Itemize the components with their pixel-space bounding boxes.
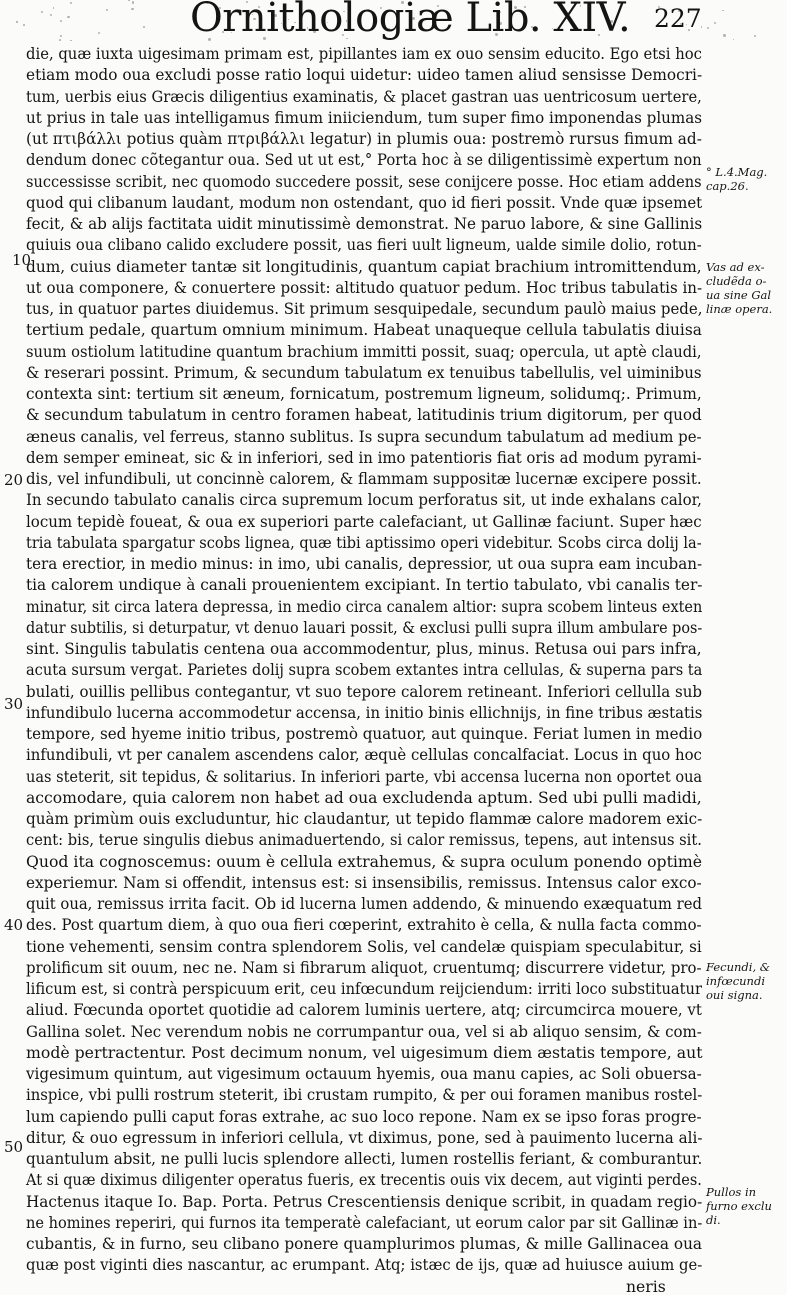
text-line: cent: bis, terue singulis diebus animaduertendo, si calor remissus, tepens, aut intensus sit. <box>26 831 702 850</box>
text-line: inspice, vbi pulli rostrum steterit, ibi crustam rumpito, & per oui foramen manibus rostel- <box>26 1086 703 1105</box>
text-line: quàm primùm ouis excluduntur, hic claudantur, ut tepido flammæ calore madorem exic- <box>26 810 703 828</box>
text-line: die, quæ iuxta uigesimam primam est, pipillantes iam ex ouo sensim educito. Ego etsi hoc <box>26 45 702 63</box>
text-line: modè pertractentur. Post decimum nonum, vel uigesimum diem æstatis tempore, aut <box>26 1043 703 1062</box>
text-line: cubantis, & in furno, seu clibano ponere quamplurimos plumas, & mille Gallinacea oua <box>26 1235 703 1253</box>
text-line: infundibulo lucerna accommodetur accensa, in initio binis ellichnijs, in fine tribus æstatis <box>26 703 703 722</box>
print-speck <box>754 35 756 37</box>
margin-note-line: ° L.4.Mag. <box>706 165 768 179</box>
running-title: Ornithologiæ Lib. XIV. <box>190 0 631 41</box>
text-line: sint. Singulis tabulatis centena oua accommodentur, plus, minus. Retusa oui pars infra, <box>26 640 702 658</box>
margin-note-line: oui signa. <box>706 988 763 1002</box>
print-speck <box>60 20 62 22</box>
print-speck <box>723 34 726 37</box>
print-speck <box>714 22 717 25</box>
text-line: quiuis oua clibano calido excludere possit, uas fieri uult ligneum, ualde simile dolio, rotun- <box>26 236 702 255</box>
print-speck <box>128 0 129 1</box>
text-line: dem semper emineat, sic & in inferiori, sed in imo patentioris fiat oris ad modum pyrami- <box>26 448 702 467</box>
text-line: suum ostiolum latitudine quantum brachium immitti possit, suaq; opercula, ut aptè claudi, <box>26 342 702 361</box>
print-speck <box>70 40 72 42</box>
text-line: tertium pedale, quartum omnium minimum. Habeat unaqueque cellula tabulatis diuisa <box>26 321 702 340</box>
print-speck <box>733 39 734 40</box>
line-number-10: 10 <box>12 251 32 269</box>
text-line: & secundum tabulatum in centro foramen habeat, latitudinis trium digitorum, per quod <box>26 406 702 425</box>
margin-note-fertile-egg-signs <box>706 960 786 1002</box>
text-line: Gallina solet. Nec verendum nobis ne corrumpantur oua, vel si ab aliquo sensim, & com- <box>26 1022 702 1041</box>
text-line: lum capiendo pulli caput foras extrahe, ac suo loco repone. Nam ex se ipso foras progre- <box>26 1107 702 1126</box>
text-line: vigesimum quintum, aut vigesimum octauum hyemis, oua manu capies, ac Soli obuersa- <box>26 1065 702 1083</box>
text-line: locum tepidè foueat, & oua ex superiori parte calefaciant, ut Gallinæ faciunt. Super hæc <box>26 512 702 531</box>
margin-note-line: Pullos in <box>706 1185 757 1199</box>
text-line: quit oua, remissus irrita facit. Ob id lucerna lumen addendo, & minuendo exæquatum red <box>26 895 702 913</box>
text-line: experiemur. Nam si offendit, intensus est: si insensibilis, remissus. Intensus calor exco- <box>26 873 702 892</box>
line-number-30: 30 <box>4 695 24 713</box>
text-line: (ut πτιβάλλι potius quàm πτριβάλλι legatur) in plumis oua: postremò rursus fimum ad- <box>26 130 702 148</box>
text-line: tria tabulata spargatur scobs lignea, quæ tibi aptissimo operi videbitur. Scobs circa dolij la- <box>26 533 702 552</box>
text-line: dis, vel infundibuli, ut concinnè calorem, & flammam suppositæ lucernæ excipere possit. <box>26 470 702 488</box>
text-line: neris <box>626 1277 666 1295</box>
text-line: prolificum sit ouum, nec ne. Nam si fibrarum aliquot, cruentumq; discurrere videtur, pro- <box>26 958 702 977</box>
margin-note-line: di. <box>706 1213 721 1227</box>
print-speck <box>722 10 723 11</box>
print-speck <box>106 9 108 11</box>
text-line: dum, cuius diameter tantæ sit longitudinis, quantum capiat brachium intromittendum, <box>26 257 702 276</box>
text-line: æneus canalis, vel ferreus, stanno sublitus. Is supra secundum tabulatum ad medium pe- <box>26 427 702 446</box>
text-line: tempore, sed hyeme initio tribus, postremò quatuor, aut quinque. Feriat lumen in medio <box>26 725 703 743</box>
print-speck <box>23 24 25 26</box>
margin-note-reference <box>706 165 786 193</box>
text-line: successisse scribit, nec quomodo succedere possit, sese conijcere posse. Hoc etiam addens <box>26 172 702 191</box>
text-line: datur subtilis, si deturpatur, vt denuo lauari possit, & exclusi pulli supra illum ambulare pos- <box>26 618 703 637</box>
text-line: At si quæ diximus diligenter operatus fueris, ex trecentis ouis vix decem, aut viginti perdes. <box>26 1171 702 1190</box>
print-speck <box>59 39 61 41</box>
text-line: tione vehementi, sensim contra splendorem Solis, vel candelæ quispiam speculabitur, si <box>26 937 702 956</box>
text-line: quantulum absit, ne pulli lucis splendore allecti, lumen rostellis feriant, & comburantur. <box>26 1150 703 1168</box>
margin-note-incubator-vessel <box>706 260 786 316</box>
text-line: Hactenus itaque Io. Bap. Porta. Petrus Crescentiensis denique scribit, in quadam regio- <box>26 1192 703 1211</box>
text-line: dendum donec cõtegantur oua. Sed ut ut est,° Porta hoc à se diligentissimè expertum non <box>26 151 702 170</box>
margin-note-line: infœcundi <box>706 974 766 988</box>
margin-note-line: Fecundi, & <box>706 960 770 974</box>
text-line: bulati, ouillis pellibus contegantur, vt suo tepore calorem retineant. Inferiori cellulla sub <box>26 682 703 701</box>
print-speck <box>131 8 133 10</box>
text-line: etiam modo oua excludi posse ratio loqui uidetur: uideo tamen aliud sensisse Democri- <box>26 66 703 85</box>
text-line: tum, uerbis eius Græcis diligentius examinatis, & placet gastran uas uentricosum uertere, <box>26 87 702 106</box>
text-line: fecit, & ab alijs factitata uidit minutissimè demonstrat. Ne paruo labore, & sine Gallinis <box>26 215 703 233</box>
text-line: lificum est, si contrà perspicuum erit, ceu infœcundum reijciendum: irriti loco substituatur <box>26 980 702 998</box>
text-line: ut oua componere, & conuertere possit: altitudo quatuor pedum. Hoc tribus tabulatis in- <box>26 278 703 297</box>
print-speck <box>143 26 145 28</box>
text-line: contexta sint: tertium sit æneum, fornicatum, postremum ligneum, solidumq;. Primum, <box>26 385 702 403</box>
text-line: quæ post viginti dies nascantur, ac erumpant. Atq; istæc de ijs, quæ ad huiusce auium ge- <box>26 1256 703 1275</box>
margin-note-line: furno exclu <box>706 1199 772 1213</box>
text-line: ne homines reperiri, qui furnos ita temperatè calefaciant, ut eorum calor par sit Gallinæ in- <box>26 1213 703 1232</box>
text-line: uas steterit, sit tepidus, & solitarius. In inferiori parte, vbi accensa lucerna non oportet oua <box>26 767 703 786</box>
print-speck <box>70 2 72 4</box>
text-line: tia calorem undique à canali prouenientem excipiant. In tertio tabulato, vbi canalis ter- <box>26 576 703 595</box>
print-speck <box>98 32 100 34</box>
margin-note-line: cap.26. <box>706 179 749 193</box>
text-line: aliud. Fœcunda oportet quotidie ad calorem luminis uertere, atq; circumcirca mouere, vt <box>26 1001 702 1020</box>
line-number-20: 20 <box>4 471 24 489</box>
text-line: infundibuli, vt per canalem ascendens calor, æquè cellulas concalfaciat. Locus in quo hoc <box>26 746 702 765</box>
print-speck <box>707 27 709 29</box>
print-speck <box>41 11 43 13</box>
print-speck <box>53 7 54 8</box>
print-speck <box>132 1 135 4</box>
text-line: minatur, sit circa latera depressa, in medio circa canalem altior: supra scobem linteus exten <box>26 597 703 616</box>
text-line: des. Post quartum diem, à quo oua fieri cœperint, extrahito è cella, & nulla facta commo- <box>26 916 702 935</box>
margin-note-line: Vas ad ex- <box>706 260 765 274</box>
text-line: accomodare, quia calorem non habet ad oua excludenda aptum. Sed ubi pulli madidi, <box>26 788 702 807</box>
print-speck <box>67 16 69 18</box>
margin-note-line: cludẽda o- <box>706 274 767 288</box>
margin-note-line: linæ opera. <box>706 302 773 316</box>
text-line: Quod ita cognoscemus: ouum è cellula extrahemus, & supra oculum ponendo optimè <box>26 852 703 871</box>
line-number-40: 40 <box>4 916 24 934</box>
text-line: tus, in quatuor partes diuidemus. Sit primum sesquipedale, secundum paulò maius pede, <box>26 300 703 318</box>
text-line: In secundo tabulato canalis circa supremum locum perforatus sit, ut inde exhalans calor, <box>26 491 702 510</box>
text-line: tera erectior, in medio minus: in imo, ubi canalis, depressior, ut oua supra eam incuban- <box>26 555 703 573</box>
text-line: ditur, & ouo egressum in inferiori cellula, vt diximus, pone, sed à pauimento lucerna ali- <box>26 1128 703 1147</box>
margin-note-line: ua sine Gal <box>706 288 772 302</box>
text-line: ut prius in tale uas intelligamus fimum iniiciendum, tum super fimo imponendas plumas <box>26 108 703 127</box>
page-number: 227 <box>654 4 702 33</box>
text-line: acuta sursum vergat. Parietes dolij supra scobem extantes intra cellulas, & superna pars ta <box>26 661 703 680</box>
print-speck <box>50 14 52 16</box>
line-number-50: 50 <box>4 1138 24 1156</box>
text-line: & reserari possint. Primum, & secundum tabulatum ex tenuibus tabellulis, vel uiminibus <box>26 363 702 382</box>
print-speck <box>16 21 17 22</box>
text-line: quod qui clibanum laudant, modum non ostendant, quo id fieri possit. Vnde quæ ipsemet <box>26 193 703 212</box>
print-speck <box>60 35 62 37</box>
margin-note-oven-hatching <box>706 1185 786 1227</box>
